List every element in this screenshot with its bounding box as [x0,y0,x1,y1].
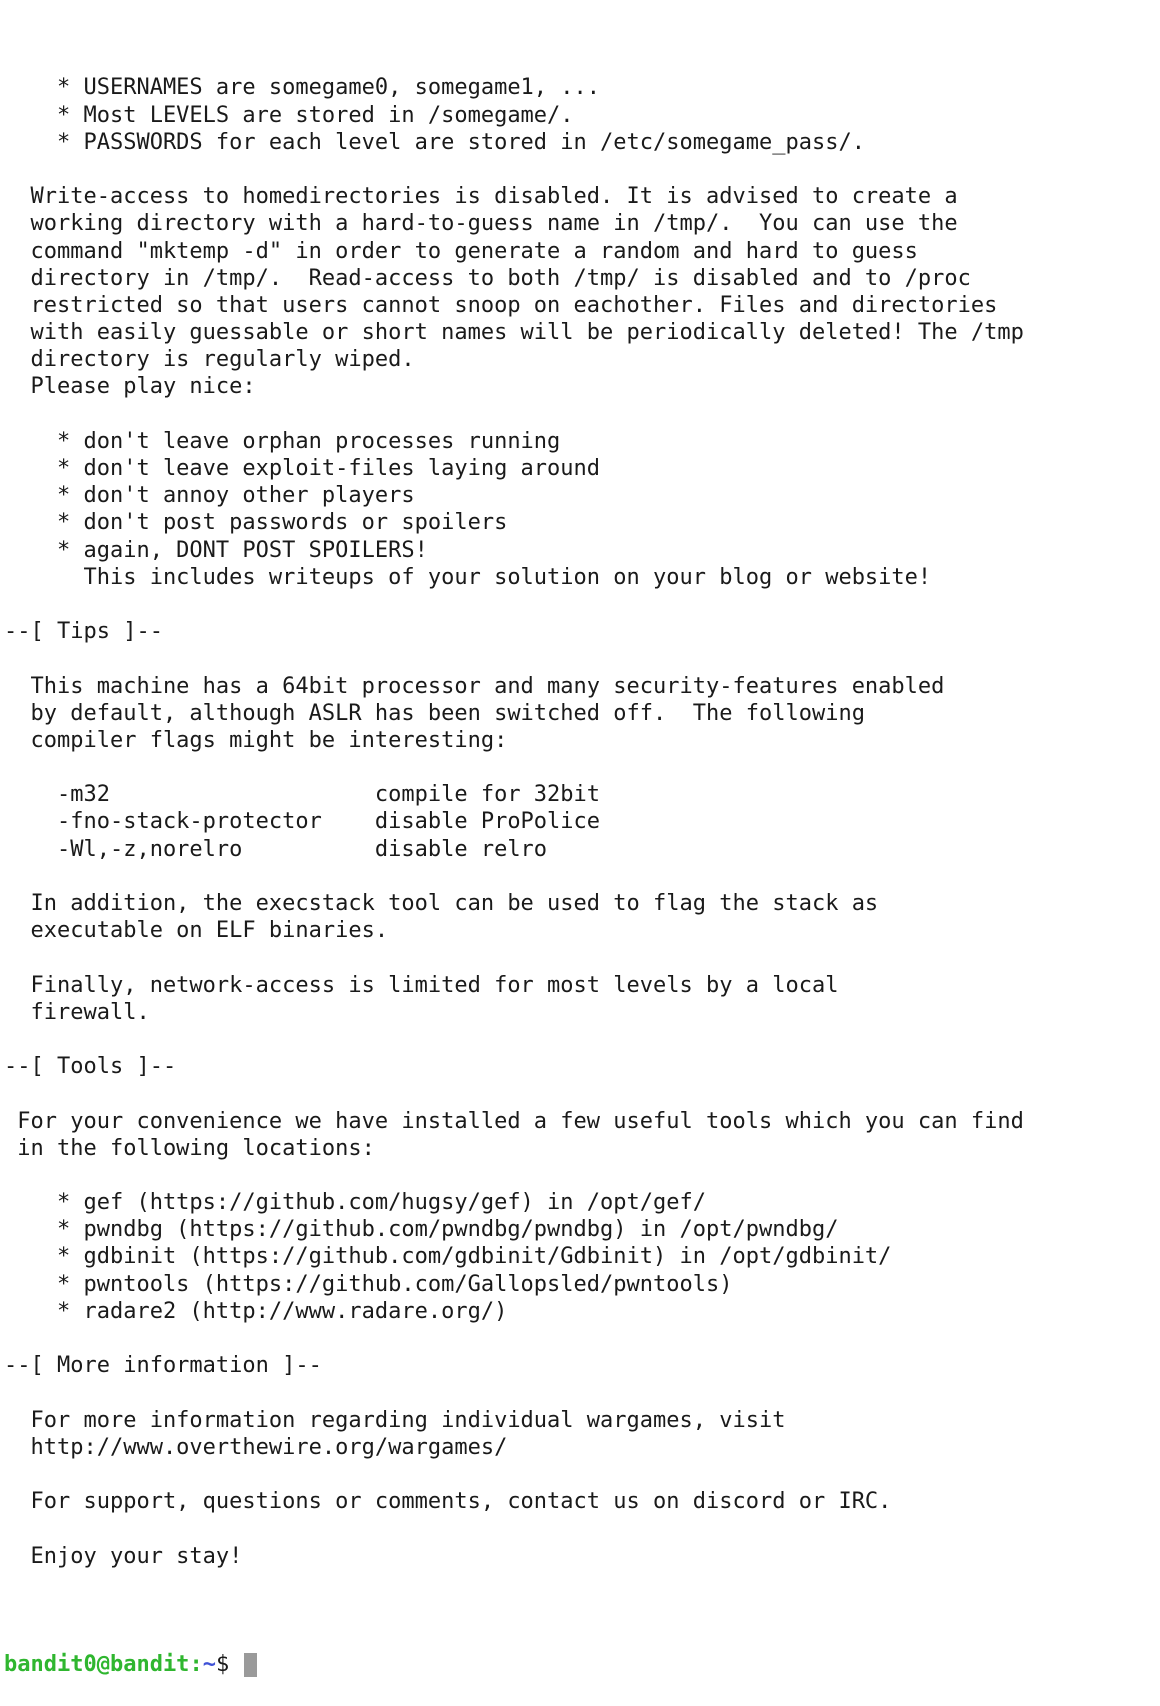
terminal-line [4,1461,1154,1488]
shell-prompt[interactable] [4,1651,1154,1678]
terminal-line: * don't post passwords or spoilers [4,510,508,536]
terminal-line: by default, although ASLR has been switched off. The following [4,700,865,726]
text-cursor[interactable] [244,1653,257,1677]
terminal-line: * Most LEVELS are stored in /somegame/. [4,102,574,128]
terminal-line [4,1026,1154,1053]
terminal-line: In addition, the execstack tool can be used to flag the stack as [4,891,879,917]
terminal-line: restricted so that users cannot snoop on eachother. Files and directories [4,292,998,318]
terminal-line: * don't leave orphan processes running [4,428,561,454]
terminal-line: * again, DONT POST SPOILERS! [4,537,428,563]
prompt-path: ~ [202,1652,216,1678]
terminal-line: For support, questions or comments, contact us on discord or IRC. [4,1489,892,1515]
prompt-user-host: bandit0@bandit [4,1652,190,1678]
terminal-line: -Wl,-z,norelro disable relro [4,836,548,862]
terminal-line: -m32 compile for 32bit [4,782,601,808]
terminal-line: * don't leave exploit-files laying around [4,456,601,482]
terminal-line [4,591,1154,618]
terminal-line: working directory with a hard-to-guess name in /tmp/. You can use the [4,211,958,237]
terminal-line: For your convenience we have installed a few useful tools which you can find [4,1108,1024,1134]
terminal-line: --[ More information ]-- [4,1353,322,1379]
terminal-line: Enjoy your stay! [4,1543,243,1569]
terminal-line: in the following locations: [4,1135,375,1161]
terminal-line [4,1080,1154,1107]
terminal-line: * pwntools (https://github.com/Gallopsled/pwntools) [4,1271,733,1297]
terminal-line [4,401,1154,428]
terminal-line: executable on ELF binaries. [4,918,389,944]
terminal-line [4,944,1154,971]
terminal-line: * USERNAMES are somegame0, somegame1, ... [4,75,601,101]
terminal-line: --[ Tips ]-- [4,619,163,645]
terminal-line: directory in /tmp/. Read-access to both /tmp/ is disabled and to /proc [4,265,971,291]
terminal-line: For more information regarding individual wargames, visit [4,1407,786,1433]
terminal-line: Write-access to homedirectories is disabled. It is advised to create a [4,184,958,210]
terminal-line [4,156,1154,183]
terminal-lines [4,74,1154,1597]
terminal-line: firewall. [4,999,150,1025]
terminal-line [4,1570,1154,1597]
terminal-line: This machine has a 64bit processor and many security-features enabled [4,673,945,699]
terminal-line [4,1379,1154,1406]
terminal-line: Finally, network-access is limited for most levels by a local [4,972,839,998]
terminal-line: * pwndbg (https://github.com/pwndbg/pwndbg) in /opt/pwndbg/ [4,1217,839,1243]
terminal-line: http://www.overthewire.org/wargames/ [4,1434,508,1460]
terminal-line: compiler flags might be interesting: [4,727,508,753]
terminal-line [4,863,1154,890]
terminal-line: * don't annoy other players [4,483,415,509]
terminal-line [4,1325,1154,1352]
terminal-line: * gdbinit (https://github.com/gdbinit/Gdbinit) in /opt/gdbinit/ [4,1244,892,1270]
terminal-line: * radare2 (http://www.radare.org/) [4,1298,508,1324]
terminal-line: * gef (https://github.com/hugsy/gef) in /opt/gef/ [4,1190,706,1216]
terminal-line: directory is regularly wiped. [4,347,415,373]
terminal-line: * PASSWORDS for each level are stored in /etc/somegame_pass/. [4,129,865,155]
terminal-line: with easily guessable or short names will be periodically deleted! The /tmp [4,320,1024,346]
terminal-line [4,1162,1154,1189]
terminal-line: Please play nice: [4,374,256,400]
terminal-line [4,754,1154,781]
terminal-line: command "mktemp -d" in order to generate a random and hard to guess [4,238,918,264]
terminal-line [4,1515,1154,1542]
terminal-output[interactable] [4,20,1154,1706]
terminal-line: This includes writeups of your solution on your blog or website! [4,564,932,590]
terminal-line: -fno-stack-protector disable ProPolice [4,809,601,835]
terminal-line: --[ Tools ]-- [4,1054,177,1080]
prompt-colon: : [189,1652,203,1678]
terminal-line [4,645,1154,672]
prompt-symbol: $ [215,1652,243,1678]
